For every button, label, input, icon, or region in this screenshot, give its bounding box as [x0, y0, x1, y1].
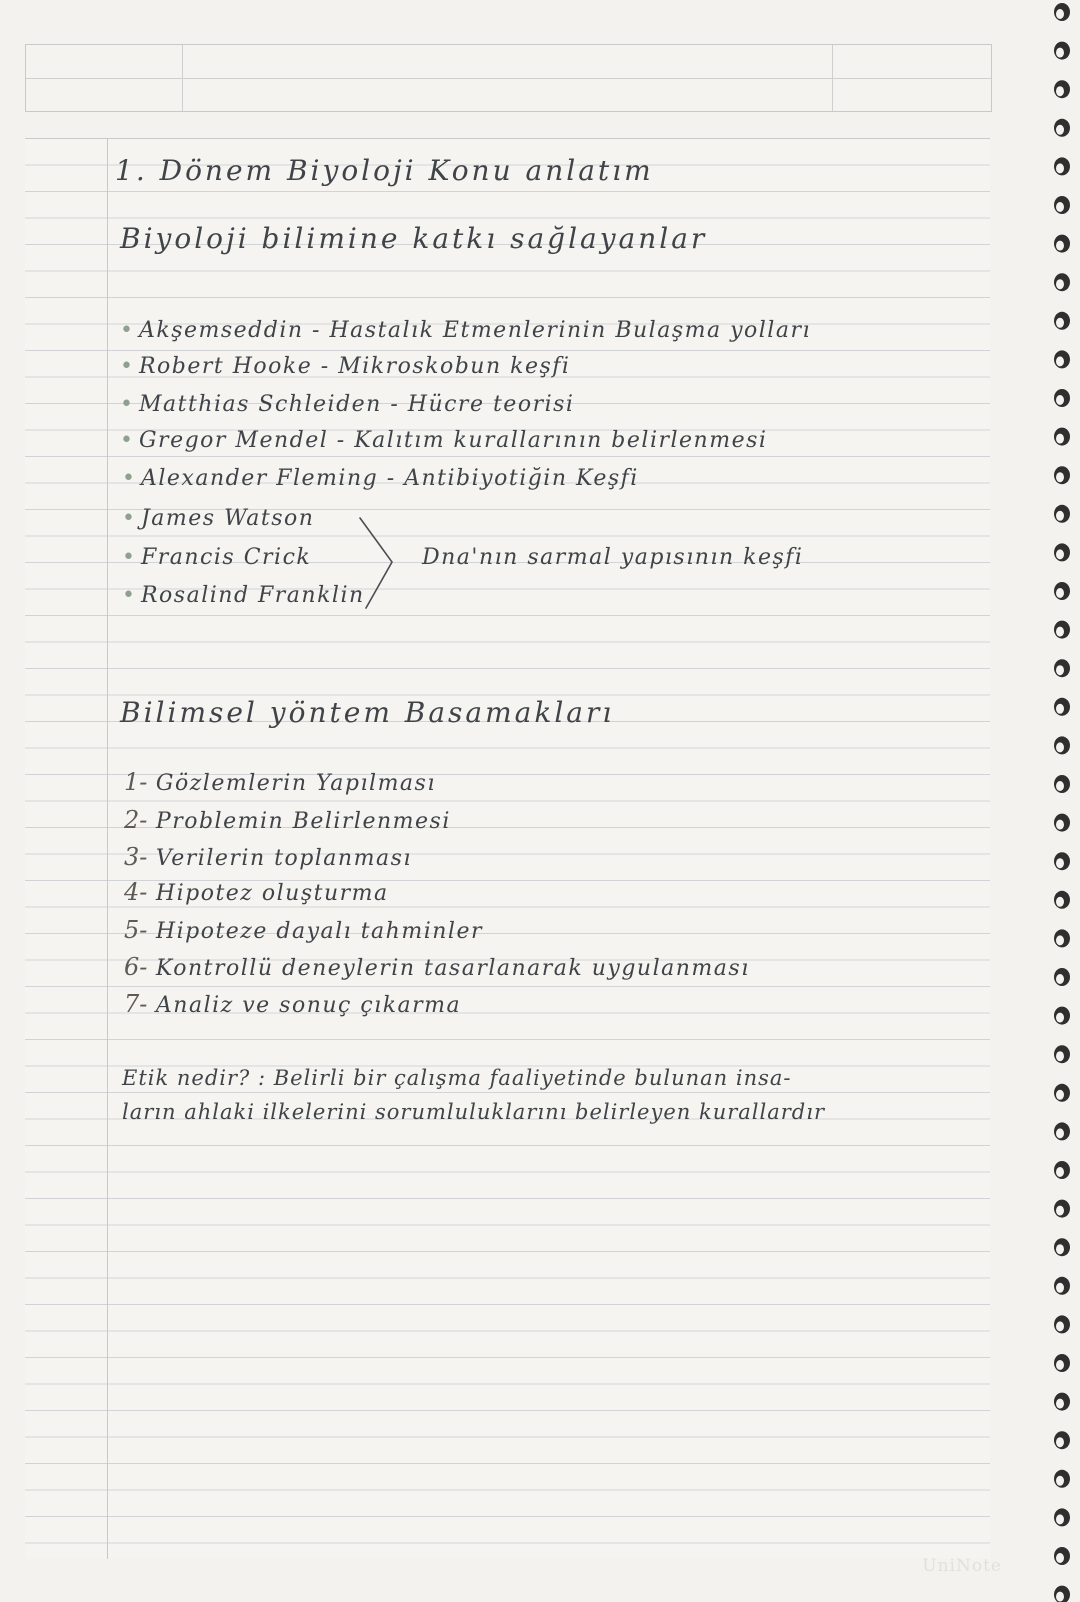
- spiral-hole: [1056, 897, 1064, 907]
- spiral-hole: [1056, 125, 1064, 135]
- spiral-hole: [1056, 395, 1064, 405]
- ethics-definition: Etik nedir? : Belirli bir çalışma faaliyetinde bulunan insa-: [122, 1066, 792, 1090]
- bullet-icon: •: [122, 506, 135, 531]
- spiral-hole: [1056, 1360, 1064, 1370]
- spiral-hole: [1056, 1051, 1064, 1061]
- contributor-text: Alexander Fleming - Antibiyotiğin Keşfi: [140, 466, 639, 491]
- spiral-hole: [1056, 202, 1064, 212]
- method-title: Bilimsel yöntem Basamakları: [120, 696, 615, 729]
- dna-note: Dna'nın sarmal yapısının keşfi: [422, 545, 804, 570]
- brace-icon: [350, 514, 410, 614]
- contributor-text: James Watson: [140, 506, 315, 531]
- contributor-text: Francis Crick: [140, 545, 312, 570]
- spiral-hole: [1056, 1244, 1064, 1254]
- contributor-text: Rosalind Franklin: [140, 583, 365, 608]
- bullet-icon: •: [120, 318, 133, 343]
- step-number: 4-: [124, 878, 148, 906]
- list-item: [124, 878, 389, 906]
- spiral-hole: [1056, 356, 1064, 366]
- step-text: Problemin Belirlenmesi: [155, 809, 451, 834]
- spiral-hole: [1056, 279, 1064, 289]
- spiral-hole: [1056, 1437, 1064, 1447]
- list-item: [124, 990, 461, 1018]
- spiral-hole: [1056, 511, 1064, 521]
- spiral-hole: [1056, 9, 1064, 19]
- bullet-icon: •: [120, 428, 133, 453]
- contributor-text: Robert Hooke - Mikroskobun keşfi: [138, 354, 571, 379]
- list-item: [122, 466, 639, 491]
- spiral-hole: [1056, 1592, 1064, 1602]
- list-item: [124, 806, 451, 834]
- spiral-hole: [1056, 588, 1064, 598]
- step-number: 1-: [124, 768, 148, 796]
- header-column-line: [832, 45, 833, 111]
- spiral-hole: [1056, 1399, 1064, 1409]
- spiral-hole: [1056, 1514, 1064, 1524]
- spiral-hole: [1056, 1167, 1064, 1177]
- spiral-hole: [1056, 1206, 1064, 1216]
- contributor-text: Matthias Schleiden - Hücre teorisi: [138, 392, 575, 417]
- spiral-hole: [1056, 820, 1064, 830]
- spiral-hole: [1056, 704, 1064, 714]
- page-title: 1. Dönem Biyoloji Konu anlatım: [115, 154, 654, 187]
- spiral-hole: [1056, 935, 1064, 945]
- bullet-icon: •: [122, 466, 135, 491]
- spiral-hole: [1056, 1128, 1064, 1138]
- list-item: [124, 768, 436, 796]
- header-divider: [26, 78, 991, 79]
- spiral-hole: [1056, 241, 1064, 251]
- spiral-hole: [1056, 1283, 1064, 1293]
- step-text: Hipotez oluşturma: [155, 881, 389, 906]
- list-item: [120, 392, 574, 417]
- list-item: [122, 506, 314, 531]
- spiral-hole: [1056, 163, 1064, 173]
- list-item: [124, 953, 750, 981]
- step-number: 5-: [124, 916, 148, 944]
- spiral-hole: [1056, 627, 1064, 637]
- spiral-hole: [1056, 974, 1064, 984]
- spiral-hole: [1056, 1476, 1064, 1486]
- list-item: [122, 545, 311, 570]
- spiral-hole: [1056, 858, 1064, 868]
- spiral-hole: [1056, 434, 1064, 444]
- watermark-logo: UniNote: [922, 1556, 1002, 1576]
- ethics-definition-continued: ların ahlaki ilkelerini sorumluluklarını belirleyen kurallardır: [122, 1100, 825, 1124]
- step-text: Gözlemlerin Yapılması: [155, 771, 436, 796]
- margin-line: [107, 139, 108, 1559]
- contributor-text: Gregor Mendel - Kalıtım kurallarının belirlenmesi: [138, 428, 768, 453]
- list-item: [120, 354, 570, 379]
- spiral-hole: [1056, 742, 1064, 752]
- step-number: 7-: [124, 990, 148, 1018]
- spiral-hole: [1056, 1090, 1064, 1100]
- spiral-hole: [1056, 318, 1064, 328]
- step-number: 3-: [124, 843, 148, 871]
- list-item: [124, 916, 483, 944]
- spiral-hole: [1056, 781, 1064, 791]
- list-item: [122, 583, 365, 608]
- contributor-text: Akşemseddin - Hastalık Etmenlerinin Bulaşma yolları: [138, 318, 812, 343]
- list-item: [124, 843, 412, 871]
- spiral-hole: [1056, 1321, 1064, 1331]
- header-column-line: [182, 45, 183, 111]
- notebook-header-box: [25, 44, 992, 112]
- spiral-hole: [1056, 549, 1064, 559]
- list-item: [120, 318, 811, 343]
- bullet-icon: •: [120, 354, 133, 379]
- step-number: 6-: [124, 953, 148, 981]
- list-item: [120, 428, 767, 453]
- spiral-hole: [1056, 472, 1064, 482]
- step-text: Analiz ve sonuç çıkarma: [155, 993, 462, 1018]
- spiral-hole: [1056, 665, 1064, 675]
- bullet-icon: •: [122, 583, 135, 608]
- step-number: 2-: [124, 806, 148, 834]
- subtitle: Biyoloji bilimine katkı sağlayanlar: [120, 222, 708, 255]
- step-text: Kontrollü deneylerin tasarlanarak uygulanması: [155, 956, 750, 981]
- spiral-hole: [1056, 1553, 1064, 1563]
- bullet-icon: •: [122, 545, 135, 570]
- bullet-icon: •: [120, 392, 133, 417]
- spiral-hole: [1056, 48, 1064, 58]
- step-text: Verilerin toplanması: [155, 846, 412, 871]
- spiral-binding: [1040, 0, 1080, 1602]
- spiral-hole: [1056, 86, 1064, 96]
- step-text: Hipoteze dayalı tahminler: [155, 919, 483, 944]
- spiral-hole: [1056, 1013, 1064, 1023]
